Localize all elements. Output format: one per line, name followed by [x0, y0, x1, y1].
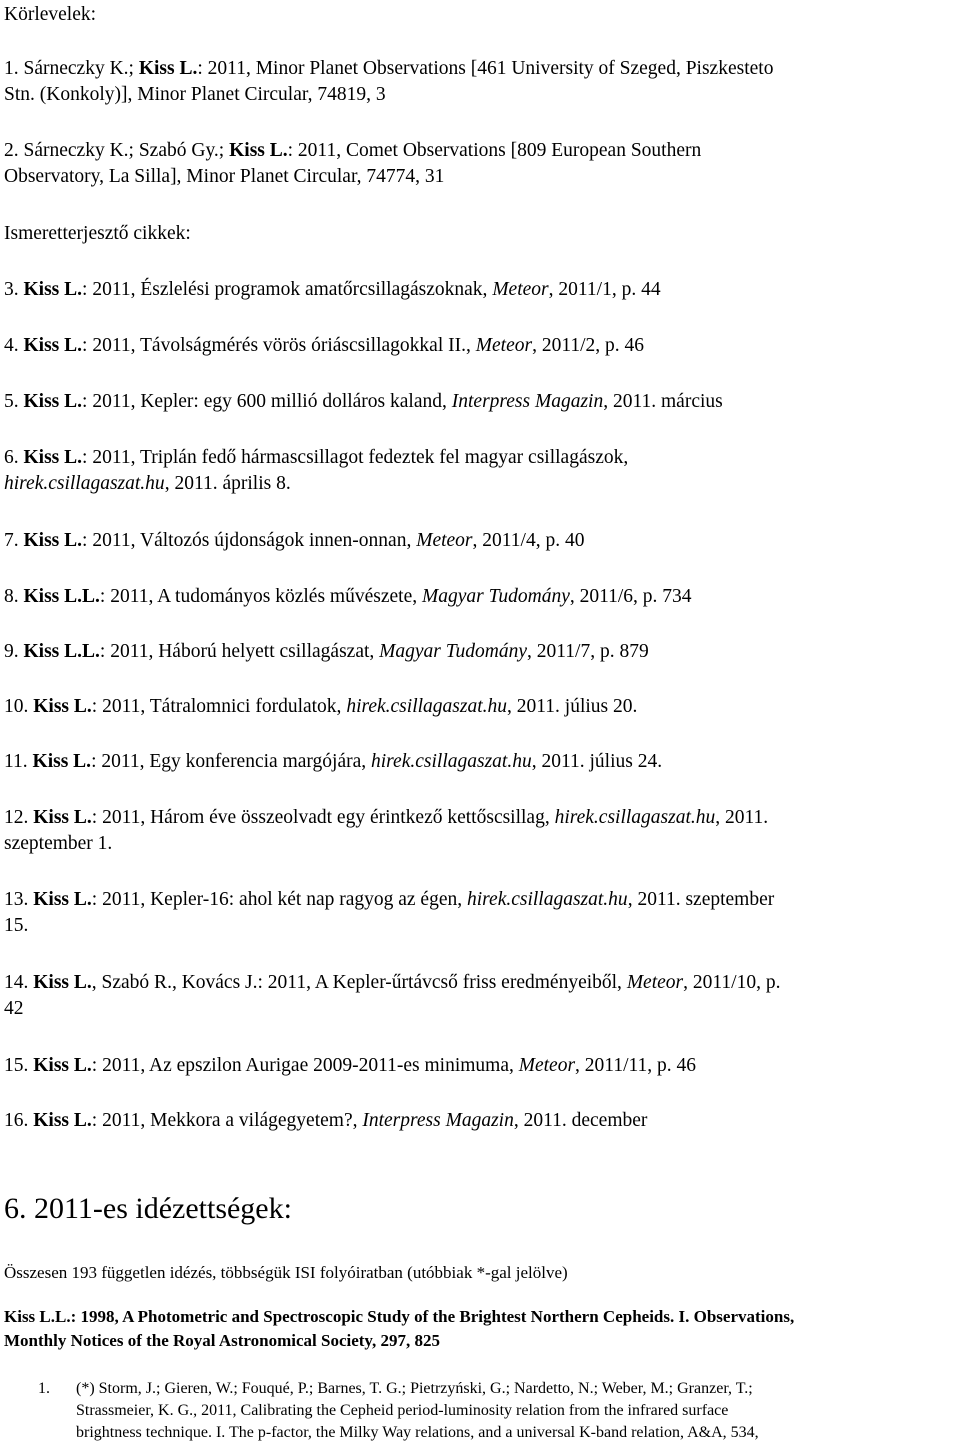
item-number: 7.: [4, 530, 24, 551]
article-item: [4, 805, 768, 830]
author-highlight: Kiss L.: [23, 530, 83, 551]
item-title: , Szabó R., Kovács J.: 2011, A Kepler-űrtávcső friss eredményeiből,: [91, 972, 627, 993]
author-highlight: Kiss L.L.: [23, 586, 100, 607]
item-details: , 2011. december: [513, 1110, 648, 1131]
item-title: : 2011, Triplán fedő hármascsillagot fedeztek fel magyar csillagászok,: [82, 447, 629, 468]
item-number: 14.: [4, 972, 34, 993]
item-number: 3.: [4, 279, 24, 300]
article-item: [4, 445, 628, 470]
article-item-cont: [4, 471, 291, 496]
item-title: : 2011, Az epszilon Aurigae 2009-2011-es minimuma,: [91, 1055, 519, 1076]
item-title: : 2011, Kepler: egy 600 millió dolláros kaland,: [82, 391, 452, 412]
article-item-cont: 42: [4, 998, 24, 1019]
author-highlight: Kiss L.L.: [23, 641, 100, 662]
journal-name: hirek.csillagaszat.hu: [371, 751, 532, 772]
item-details: , 2011/2, p. 46: [532, 335, 645, 356]
item-details: , 2011/7, p. 879: [527, 641, 649, 662]
author-highlight: Kiss L.: [23, 447, 83, 468]
author-highlight: Kiss L.: [23, 335, 83, 356]
author-highlight: Kiss L.: [32, 751, 92, 772]
item-title: : 2011, A tudományos közlés művészete,: [99, 586, 422, 607]
section-heading-popular-articles: Ismeretterjesztő cikkek:: [4, 223, 191, 244]
citing-item-line2: Strassmeier, K. G., 2011, Calibrating the Cepheid period-luminosity relation from the infrared surface: [76, 1402, 729, 1419]
cited-paper-line1: Kiss L.L.: 1998, A Photometric and Spectroscopic Study of the Brightest Northern Cepheids. I. Observations,: [4, 1307, 795, 1326]
item-prefix: 1. Sárneczky K.;: [4, 58, 139, 79]
item-title: : 2011, Három éve összeolvadt egy érintkező kettőscsillag,: [91, 807, 555, 828]
item-number: 9.: [4, 641, 24, 662]
author-highlight: Kiss L.: [138, 58, 198, 79]
citing-item-line3: brightness technique. I. The p-factor, the Milky Way relations, and a universal K-band relation, A&A, 534,: [76, 1424, 759, 1441]
item-number: 5.: [4, 391, 24, 412]
item-number: 4.: [4, 335, 24, 356]
item-number: 6.: [4, 447, 24, 468]
journal-name: hirek.csillagaszat.hu: [554, 807, 716, 828]
item-details: , 2011/1, p. 44: [548, 279, 661, 300]
item-number: 15.: [4, 1055, 34, 1076]
journal-name: Meteor: [475, 335, 533, 356]
item-title: : 2011, Mekkora a világegyetem?,: [91, 1110, 363, 1131]
journal-name: Meteor: [518, 1055, 576, 1076]
section-heading-citations: 6. 2011-es idézettségek:: [4, 1192, 292, 1225]
author-highlight: Kiss L.: [33, 889, 92, 910]
author-highlight: Kiss L.: [33, 972, 92, 993]
cited-paper-line2: Monthly Notices of the Royal Astronomical Society, 297, 825: [4, 1331, 440, 1350]
item-title: : 2011, Változós újdonságok innen-onnan,: [82, 530, 417, 551]
article-item: [4, 749, 662, 774]
item-number: 11.: [4, 751, 33, 772]
journal-name: Interpress Magazin: [362, 1110, 514, 1131]
item-details: , 2011. szeptember: [627, 889, 775, 910]
author-highlight: Kiss L.: [23, 279, 83, 300]
section-heading-circulars: Körlevelek:: [4, 4, 97, 25]
article-item: [4, 277, 661, 302]
item-title: : 2011, Tátralomnici fordulatok,: [91, 696, 347, 717]
item-number: 16.: [4, 1110, 34, 1131]
circular-item-1-cont: Stn. (Konkoly)], Minor Planet Circular, 74819, 3: [4, 84, 386, 105]
item-details: , 2011/11, p. 46: [575, 1055, 697, 1076]
circular-item-2-cont: Observatory, La Silla], Minor Planet Circular, 74774, 31: [4, 166, 445, 187]
item-details: , 2011. július 24.: [531, 751, 663, 772]
author-highlight: Kiss L.: [229, 140, 288, 161]
item-title: : 2011, Távolságmérés vörös óriáscsillagokkal II.,: [82, 335, 476, 356]
article-item: [4, 333, 644, 358]
journal-name: Meteor: [416, 530, 473, 551]
journal-name: hirek.csillagaszat.hu: [4, 473, 165, 494]
circular-item-1: [4, 56, 773, 81]
item-details: , 2011. július 20.: [507, 696, 638, 717]
item-details: , 2011.: [715, 807, 769, 828]
journal-name: Meteor: [492, 279, 549, 300]
article-item: [4, 887, 774, 912]
journal-name: Meteor: [626, 972, 684, 993]
item-title: : 2011, Egy konferencia margójára,: [91, 751, 372, 772]
article-item-cont: szeptember 1.: [4, 833, 113, 854]
item-details: , 2011. március: [603, 391, 723, 412]
article-item: [4, 1053, 696, 1078]
item-details: , 2011/6, p. 734: [569, 586, 692, 607]
article-item: [4, 584, 692, 609]
article-item: [4, 639, 649, 664]
author-highlight: Kiss L.: [33, 807, 92, 828]
item-text: : 2011, Comet Observations [809 European Southern: [287, 140, 702, 161]
item-number: 13.: [4, 889, 34, 910]
article-item: [4, 528, 584, 553]
author-highlight: Kiss L.: [33, 1110, 92, 1131]
item-prefix: 2. Sárneczky K.; Szabó Gy.;: [4, 140, 230, 161]
item-number: 8.: [4, 586, 24, 607]
journal-name: Interpress Magazin: [451, 391, 604, 412]
journal-name: hirek.csillagaszat.hu: [467, 889, 628, 910]
author-highlight: Kiss L.: [33, 1055, 92, 1076]
item-number: 12.: [4, 807, 34, 828]
citing-item-number: 1.: [38, 1380, 50, 1397]
article-item: [4, 1108, 647, 1133]
citations-summary: Összesen 193 független idézés, többségük ISI folyóiratban (utóbbiak *-gal jelölve): [4, 1263, 568, 1282]
journal-name: Magyar Tudomány: [421, 586, 570, 607]
author-highlight: Kiss L.: [23, 391, 83, 412]
author-highlight: Kiss L.: [33, 696, 92, 717]
item-title: : 2011, Kepler-16: ahol két nap ragyog az égen,: [91, 889, 467, 910]
item-title: : 2011, Háború helyett csillagászat,: [99, 641, 380, 662]
journal-name: hirek.csillagaszat.hu: [346, 696, 507, 717]
article-item: [4, 970, 780, 995]
citing-item-line1: (*) Storm, J.; Gieren, W.; Fouqué, P.; Barnes, T. G.; Pietrzyński, G.; Nardetto, N.; Weber, M.; Granzer, T.;: [76, 1380, 753, 1397]
circular-item-2: [4, 138, 701, 163]
item-text: : 2011, Minor Planet Observations [461 University of Szeged, Piszkesteto: [197, 58, 774, 79]
item-details: , 2011. április 8.: [164, 473, 291, 494]
item-title: : 2011, Észlelési programok amatőrcsillagászoknak,: [82, 279, 493, 300]
journal-name: Magyar Tudomány: [379, 641, 528, 662]
item-details: , 2011/4, p. 40: [472, 530, 585, 551]
article-item: [4, 389, 723, 414]
article-item: [4, 694, 637, 719]
article-item-cont: 15.: [4, 915, 29, 936]
item-details: , 2011/10, p.: [683, 972, 781, 993]
item-number: 10.: [4, 696, 34, 717]
